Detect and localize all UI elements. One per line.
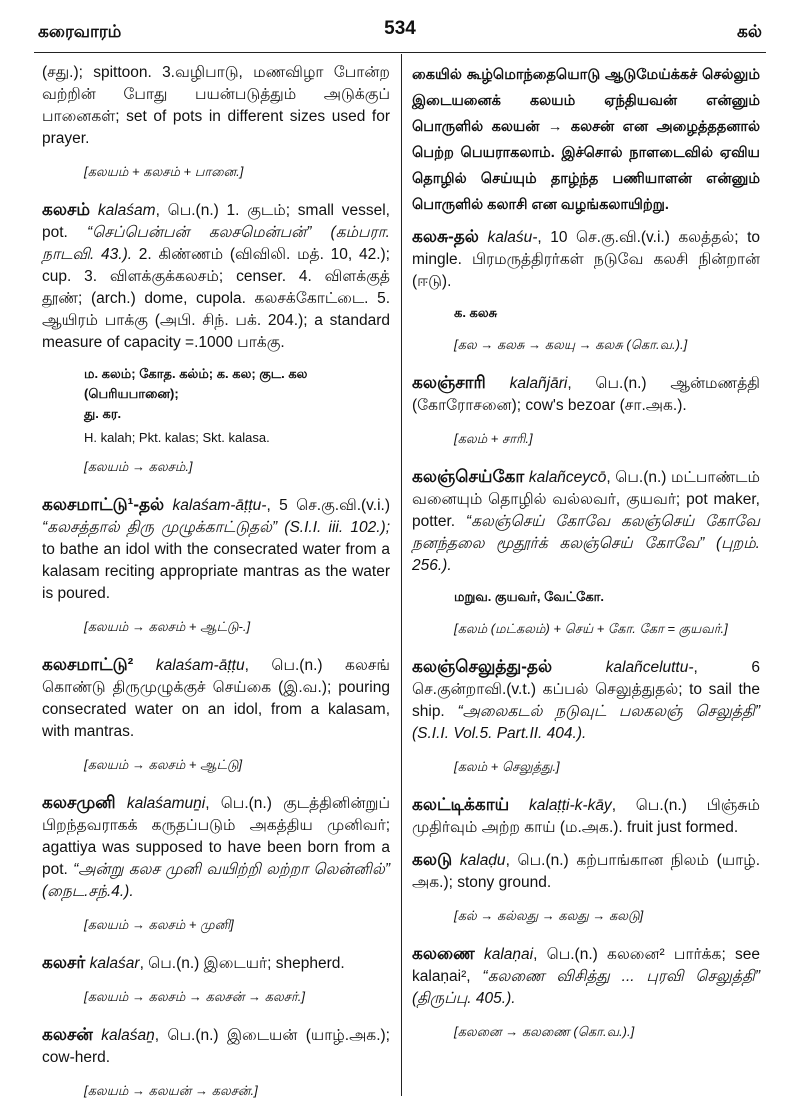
transliteration: kalaṇai [483, 946, 534, 963]
headword: கலஞ்செலுத்து-தல் [412, 657, 553, 676]
cognates [84, 364, 390, 424]
gloss: , பெ.(n.) கலசங் கொண்டு திருமுழுக்குச் செய்கை (இ.வ.); pouring consecrated water on an idol, from a kalasam, with mantras. [42, 657, 390, 740]
transliteration: kalaśam-āṭṭu- [172, 497, 267, 514]
etymology: [கலம் (மட்கலம்) + செய் + கோ. கோ = குயவர்.] [454, 621, 728, 636]
transliteration: kalaśaṉ [101, 1027, 155, 1044]
gloss: , 10 செ.கு.வி.(v.i.) கலத்தல்; to mingle. பிரமருத்திரர்கள் நடுவே கலசி நின்றான் (ஈடு). [412, 229, 760, 290]
headword: கலசமுனி [42, 793, 116, 812]
cognate-line: து. கர. [84, 406, 122, 421]
cognates: க. கலசு [454, 305, 498, 320]
quotation: “செப்பென்பன் கலசமென்பன்” (கம்பரா. நாடவி. 43.). [42, 224, 390, 263]
headword: கலஞ்செய்கோ [412, 467, 525, 486]
header-guide-word-right: கல் [737, 22, 762, 41]
right-column [412, 62, 760, 1059]
column-divider [401, 54, 402, 1096]
etymology: [கலம் + சாரி.] [454, 431, 533, 446]
left-column [42, 62, 390, 1118]
entry-kaladu [412, 849, 760, 894]
headword: கலடு [412, 850, 453, 869]
gloss: , பெ.(n.) குடத்தினின்றுப் பிறந்தவராகக் கருதப்படும் அகத்திய முனிவர்; agattiya was supposed to have been born from a pot. [42, 795, 390, 878]
entry-kalanjeluttu [412, 656, 760, 745]
gloss: to bathe an idol with the consecrated water from a kalasam reciting appropriate mantras as the water is poured. [42, 541, 390, 602]
quotation: “அலைகடல் நடுவுட் பலகலஞ் செலுத்தி” (S.I.I. Vol.5. Part.II. 404.). [412, 703, 760, 742]
entry-kalasamattu-2 [42, 654, 390, 743]
transliteration: kalaśam [97, 202, 156, 219]
gloss: 2. கிண்ணம் (விவிலி. மத். 10, 42.); cup. 3. விளக்குக்கலசம்; censer. 4. விளக்குத் தூண்; (arch.) dome, cupola. கலசக்கோட்டை. 5. ஆயிரம் பாக்கு (அபி. சிந். பக். 204.); a standard measure of capacity =.1000 பாக்கு. [42, 246, 390, 351]
entry-kalasamuni [42, 792, 390, 903]
transliteration: kalañjāri [509, 375, 568, 392]
etymology: [கலயம் → கலசம் + ஆட்டு] [84, 757, 243, 772]
headword: கலசர் [42, 953, 86, 972]
transliteration: kalañceycō [528, 469, 607, 486]
headword: கலஞ்சாரி [412, 373, 486, 392]
page-number: 534 [384, 18, 416, 39]
etymology: [கலயம் → கலயன் → கலசன்.] [84, 1083, 258, 1098]
transliteration: kalaśam-āṭṭu [155, 657, 245, 674]
gloss: , பெ.(n.) ஆன்மணத்தி (கோரோசனை); cow's bezoar (சா.அக.). [412, 375, 760, 414]
etymology: [கல் → கல்லது → கலது → கலடு] [454, 908, 644, 923]
etymology: [கலயம் → கலசம் → கலசன் → கலசர்.] [84, 989, 305, 1004]
headword: கலசமாட்டு¹-தல் [42, 495, 165, 514]
transliteration: kalaśar [89, 955, 140, 972]
etymology: [கல → கலசு → கலயு → கலசு (கொ.வ.).] [454, 337, 688, 352]
etymology: [கலயம் → கலசம் + ஆட்டு-.] [84, 619, 251, 634]
gloss: , பெ.(n.) இடையர்; shepherd. [139, 955, 345, 972]
note-paragraph: கையில் கூழ்மொந்தையொடு ஆடுமேய்க்கச் செல்லும் இடையனைக் கலயம் ஏந்தியவன் என்னும் பொருளில் கலயன் → கலசன் என அழைத்ததனால் பெற்ற பெயராகலாம். இச்சொல் நாளடைவில் ஏவிய தொழில் செய்யும் தாழ்ந்த பணியாளன் என்னும் பொருளில் கலாசி என வழங்கலாயிற்று. [412, 67, 760, 213]
header-guide-word-left: கரைவாரம் [38, 22, 122, 41]
etymology: [கலயம் + கலசம் + பானை.] [84, 164, 244, 179]
quotation: “கலணை விசித்து ... புரவி செலுத்தி” (திருப்பு. 405.). [412, 968, 760, 1007]
entry-kalanai [412, 943, 760, 1010]
headword: கலசம் [42, 200, 91, 219]
quotation: “கலசத்தால் திரு முழுக்காட்டுதல்” (S.I.I. iii. 102.); [42, 519, 390, 536]
synonyms: மறுவ. குயவர், வேட்கோ. [454, 589, 605, 604]
headword: கலசன் [42, 1025, 93, 1044]
gloss: , பெ.(n.) மட்பாண்டம் வனையும் தொழில் வல்லவர், குயவர்; pot maker, potter. [412, 469, 760, 530]
header-rule [34, 52, 766, 53]
headword: கலசு-தல் [412, 227, 479, 246]
entry-kalasam [42, 199, 390, 354]
headword: கலசமாட்டு² [42, 655, 134, 674]
gloss: , பெ.(n.) இடையன் (யாழ்.அக.); cow-herd. [42, 1027, 390, 1066]
cognate-line: ம. கலம்; கோத. கல்ம்; க. கல; குட. கல (பெரியபானை); [84, 366, 308, 401]
entry-kalattikkay [412, 794, 760, 839]
quotation: “அன்று கலச முனி வயிற்றி லற்றா லென்னில்” (நைட.சந்.4.). [42, 861, 390, 900]
continued-entry: (சது.); spittoon. 3.வழிபாடு, மணவிழா போன்ற வற்றின் போது பயன்படுத்தும் அடுக்குப் பானைகள்; set of pots in different sizes used for prayer. [42, 64, 390, 147]
quotation: “கலஞ்செய் கோவே கலஞ்செய் கோவே நனந்தலை மூதூர்க் கலஞ்செய் கோவே” (புறம். 256.). [412, 513, 760, 574]
gloss: , பெ.(n.) கற்பாங்கான நிலம் (யாழ். அக.); stony ground. [412, 852, 760, 891]
gloss: , பெ.(n.) 1. குடம்; small vessel, pot. [42, 202, 390, 241]
gloss: , பெ.(n.) பிஞ்சும் முதிர்வும் அற்ற காய் (ம.அக.). fruit just formed. [412, 797, 760, 836]
etymology: [கலனை → கலணை (கொ.வ.).] [454, 1024, 635, 1039]
entry-kalasamattu-1 [42, 494, 390, 605]
entry-kalanjari [412, 372, 760, 417]
headword: கலட்டிக்காய் [412, 795, 510, 814]
headword: கலணை [412, 944, 475, 963]
entry-kalasu [412, 226, 760, 293]
gloss: , 6 செ.குன்றாவி.(v.t.) கப்பல் செலுத்துதல்; to sail the ship. [412, 659, 761, 720]
page-header [38, 18, 762, 48]
gloss: , 5 செ.கு.வி.(v.i.) [266, 497, 390, 514]
etymology: [கலயம் → கலசம்.] [84, 459, 193, 474]
transliteration: kalaśu- [487, 229, 538, 246]
transliteration: kalañceluttu- [605, 659, 694, 676]
entry-kalanjeyko [412, 466, 760, 577]
cognates-foreign: H. kalah; Pkt. kalas; Skt. kalasa. [84, 430, 270, 445]
transliteration: kalaṭṭi-k-kāy [529, 797, 612, 814]
gloss: , பெ.(n.) கலனை² பார்க்க; see kalaṇai², [412, 946, 761, 985]
etymology: [கலயம் → கலசம் + முனி] [84, 917, 234, 932]
entry-kalasar [42, 952, 390, 975]
transliteration: kalaḍu [459, 852, 506, 869]
entry-kalasan [42, 1024, 390, 1069]
transliteration: kalaśamuṉi [126, 795, 206, 812]
etymology: [கலம் + செலுத்து.] [454, 759, 560, 774]
